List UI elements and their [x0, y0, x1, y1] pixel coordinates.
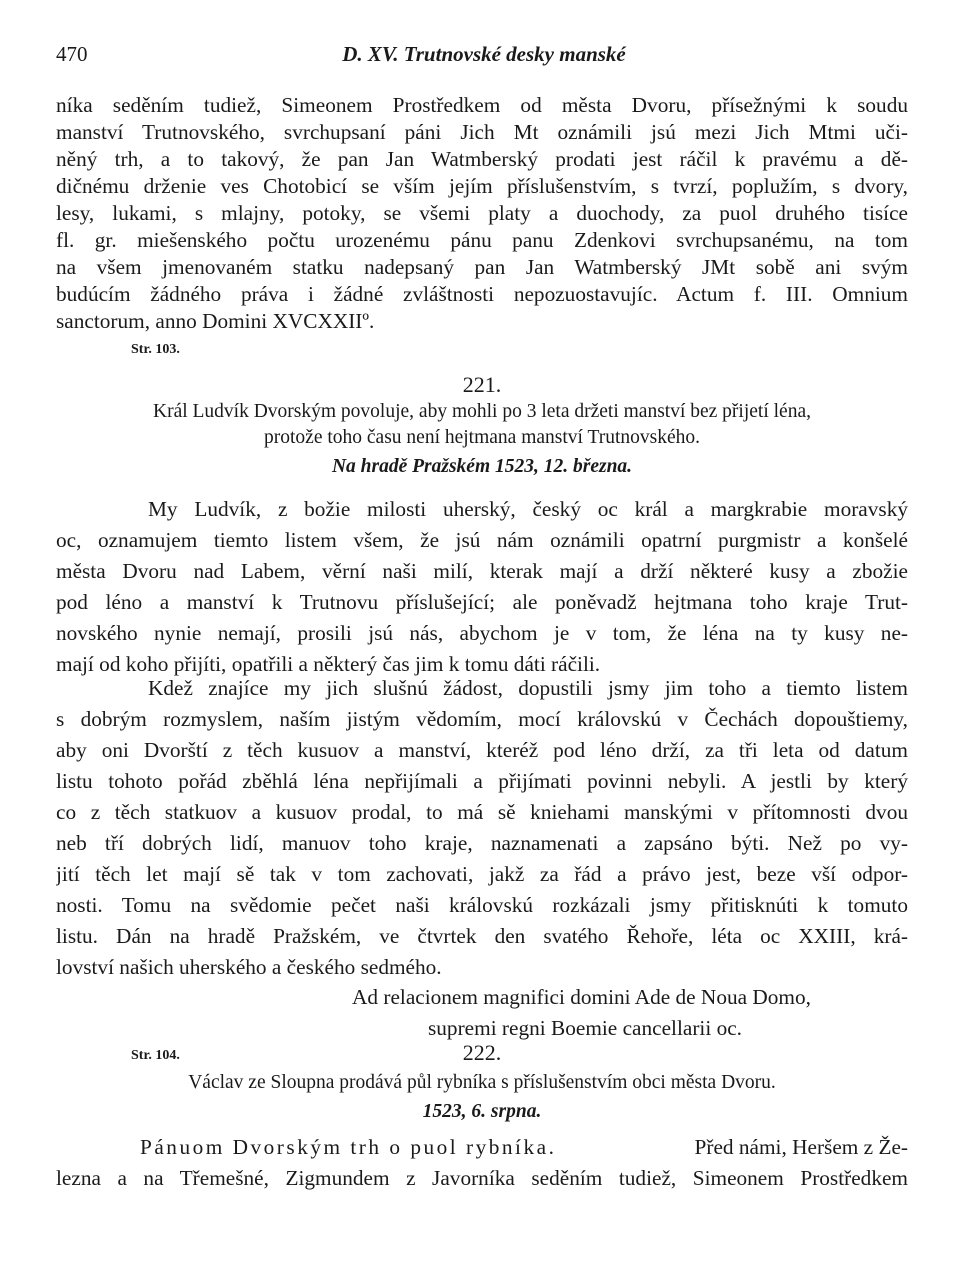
running-head: D. XV. Trutnovské desky manské — [342, 42, 626, 66]
text-line: mají od koho přijíti, opatřili a některý čas jim k tomu dáti ráčili. — [56, 652, 601, 676]
document-summary: protože toho času není hejtmana manství Trutnovského. — [264, 427, 700, 448]
text-line: neb tří dobrých lidí, manuov toho kraje, naznamenati a zapsáno býti. Než po vy- — [56, 831, 908, 855]
text-line: My Ludvík, z božie milosti uherský, český oc král a margkrabie moravský — [148, 497, 908, 521]
text-line: lesy, lukami, s mlajny, potoky, se všemi platy a duochody, za puol druhého tisíce — [56, 201, 908, 225]
heading-spaced-text: Pánuom Dvorským trh o puol rybníka. — [140, 1135, 557, 1159]
text-line-rest: Před námi, Heršem z Že- — [694, 1135, 908, 1159]
text-line: nosti. Tomu na svědomie pečet naši královskú rozkázali jsmy přitisknúti k tomuto — [56, 893, 908, 917]
source-reference: Str. 103. — [131, 342, 180, 357]
text-line: aby oni Dvorští z těch kusuov a manství, kteréž pod léno drží, za tři leta od datum — [56, 738, 908, 762]
text-line — [140, 1134, 908, 1160]
document-summary: Král Ludvík Dvorským povoluje, aby mohli po 3 leta držeti manství bez přijetí léna, — [153, 401, 811, 422]
text-line: fl. gr. miešenského počtu urozenému pánu panu Zdenkovi svrchupsanému, na tom — [56, 228, 908, 252]
text-line: lezna a na Třemešné, Zigmundem z Javorníka seděním tudiež, Simeonem Prostředkem — [56, 1166, 908, 1190]
page-number: 470 — [56, 42, 88, 66]
text-line: oc, oznamujem tiemto listem všem, že jsú nám oznámili opatrní purgmistr a konšelé — [56, 528, 908, 552]
text-line: s dobrým rozmyslem, naším jistým vědomím, mocí královskú v Čechách dopouštiemy, — [56, 707, 908, 731]
text-line: dičnému drženie ves Chotobicí se vším jejím příslušenstvím, s tvrzí, poplužím, s dvory, — [56, 174, 908, 198]
text-line: listu. Dán na hradě Pražském, ve čtvrtek den svatého Řehoře, léta oc XXIII, krá- — [56, 924, 908, 948]
text-line: manství Trutnovského, svrchupsaní páni Jich Mt oznámili jsú mezi Jich Mtmi uči- — [56, 120, 908, 144]
text-line: novského nynie nemají, prosili jsú nás, abychom je v tom, že léna na ty kusy ne- — [56, 621, 908, 645]
document-summary: Václav ze Sloupna prodává půl rybníka s příslušenstvím obci města Dvoru. — [188, 1072, 776, 1093]
source-reference: Str. 104. — [131, 1048, 180, 1063]
text-line: níka seděním tudiež, Simeonem Prostředkem od města Dvoru, přísežnými k soudu — [56, 93, 908, 117]
document-number: 222. — [462, 1040, 502, 1065]
text-line: sanctorum, anno Domini XVCXXIIº. — [56, 309, 375, 333]
relation-note: Ad relacionem magnifici domini Ade de Noua Domo, — [352, 985, 811, 1009]
document-number: 221. — [462, 372, 502, 397]
text-line: co z těch statkuov a kusuov prodal, to má sě kniehami manskými v přítomnosti dvou — [56, 800, 908, 824]
text-line: budúcím žádného práva i žádné zvláštnosti nepozuostavujíc. Actum f. III. Omnium — [56, 282, 908, 306]
text-line: pod léno a manství k Trutnovu příslušející; ale poněvadž hejtmana toho kraje Trut- — [56, 590, 908, 614]
page-header — [56, 42, 912, 72]
text-line: města Dvoru nad Labem, věrní naši milí, kterak mají a drží některé kusy a zbožie — [56, 559, 908, 583]
text-line: listu tohoto pořád zběhlá léna nepřijímali a přijímati povinni nebyli. A jestli by který — [56, 769, 908, 793]
document-date: 1523, 6. srpna. — [422, 1101, 542, 1122]
text-line: Kdež znajíce my jich slušnú žádost, dopustili jsmy jim toho a tiemto listem — [148, 676, 908, 700]
text-line: jití těch let mají sě tak v tom zachovati, jakž za řád a právo jest, beze vší odpor- — [56, 862, 908, 886]
document-date: Na hradě Pražském 1523, 12. března. — [331, 456, 633, 477]
relation-note: supremi regni Boemie cancellarii oc. — [428, 1016, 743, 1040]
text-line: na všem jmenovaném statku nadepsaný pan Jan Watmberský JMt sobě ani svým — [56, 255, 908, 279]
text-line: něný trh, a to takový, že pan Jan Watmberský prodati jest ráčil k pravému a dě- — [56, 147, 908, 171]
text-line: lovství našich uherského a českého sedmého. — [56, 955, 442, 979]
